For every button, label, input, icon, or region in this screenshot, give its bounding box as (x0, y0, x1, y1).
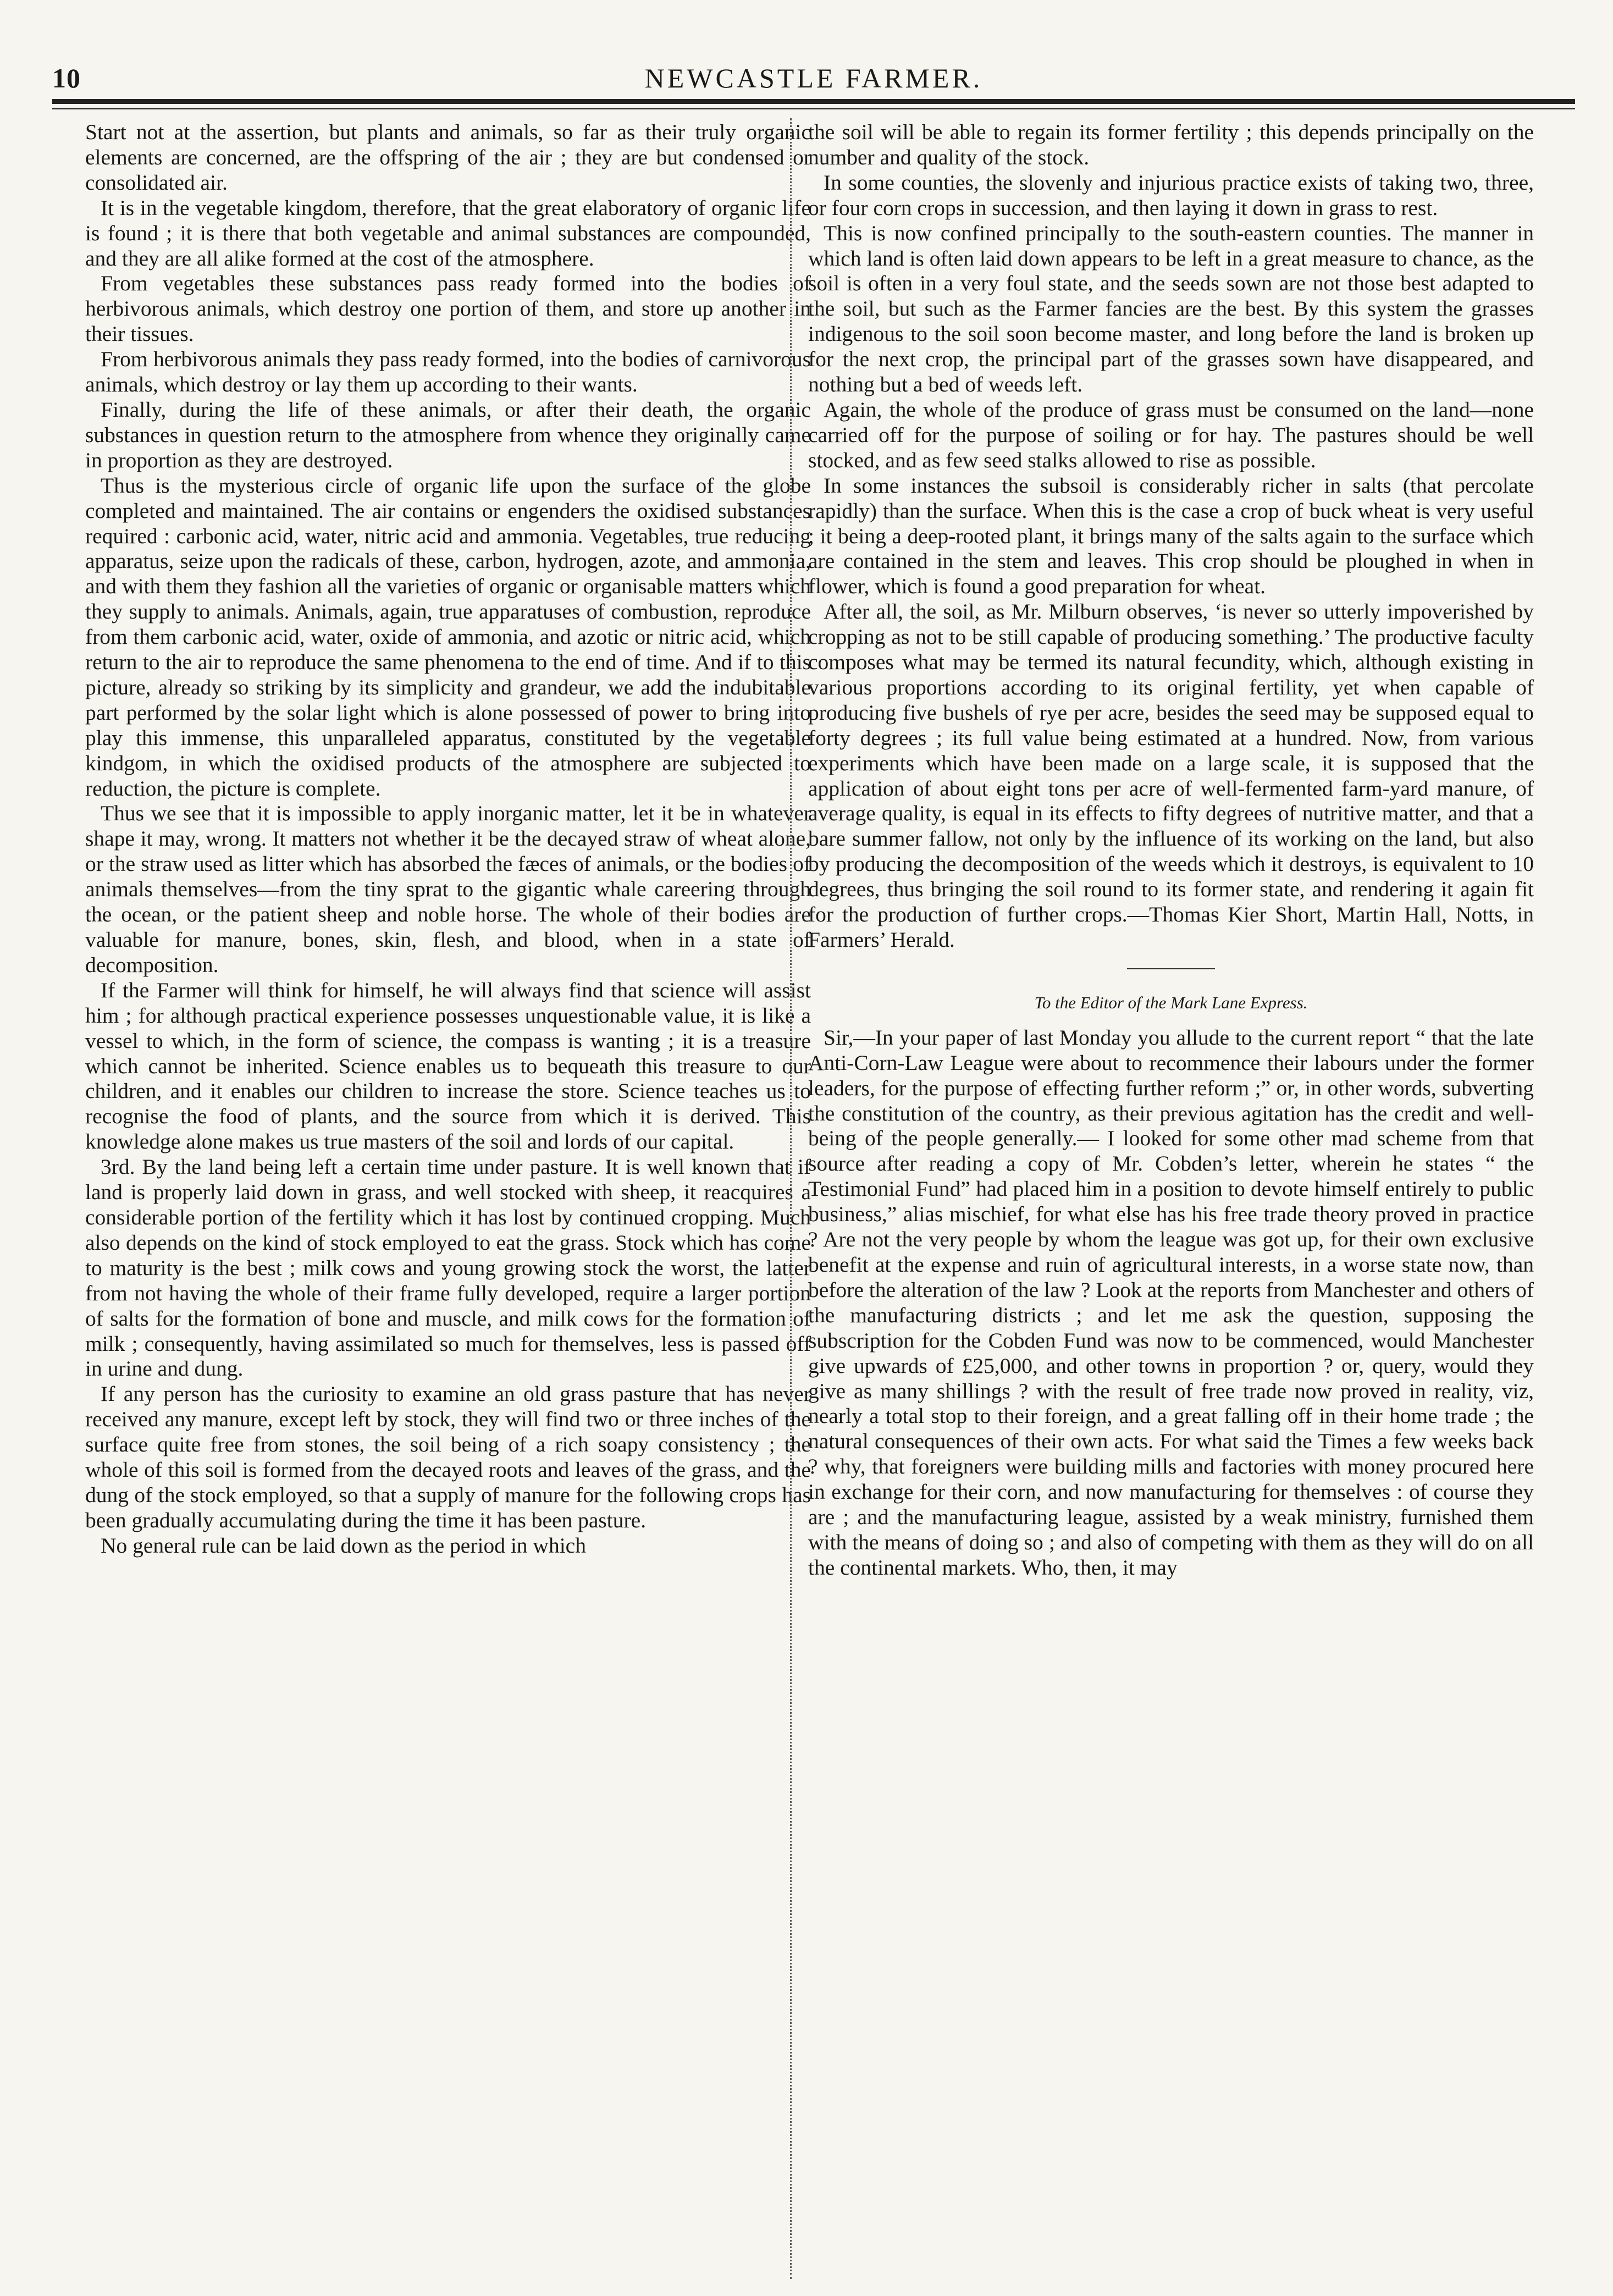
paragraph: From vegetables these substances pass ready formed into the bodies of herbivorous animals, which destroy one portion of them, and store up another in their tissues. (85, 271, 811, 346)
letter-paragraph: Sir,—In your paper of last Monday you allude to the current report “ that the late Anti-Corn-Law League were about to recommence their labours under the former leaders, for the purpose of effecting further reform ;” or, in other words, subverting the constitution of the country, as their previous agitation has the credit and well-being of the people generally.— I looked for some other mad scheme from that source after reading a copy of Mr. Cobden’s letter, wherein he states “ the Testimonial Fund” had placed him in a position to devote himself entirely to public business,” alias mischief, for what else has his free trade theory proved in practice ? Are not the very people by whom the league was got up, for their own exclusive benefit at the expense and ruin of agricultural interests, in a worse state now, than before the alteration of the law ? Look at the reports from Manchester and others of the manufacturing districts ; and let me ask the question, supposing the subscription for the Cobden Fund was now to be commenced, would Manchester give upwards of £25,000, and other towns in proportion ? or, query, would they give as many shillings ? with the result of free trade now proved in reality, viz, nearly a total stop to their foreign, and a great falling off in their home trade ; the natural consequences of their own acts. For what said the Times a few weeks back ? why, that foreigners were building mills and factories with money procured here in exchange for their corn, and now manufacturing for themselves : of course they are ; and the manufacturing league, assisted by a weak ministry, furnished them with the means of doing so ; and also of competing with them as they will do on all the continental markets. Who, then, it may (808, 1025, 1534, 1580)
paragraph: 3rd. By the land being left a certain time under pasture. It is well known that if land is properly laid down in grass, and well stocked with sheep, it reacquires a considerable portion of the fertility which it has lost by continued cropping. Much also depends on the kind of stock employed to eat the grass. Stock which has come to maturity is the best ; milk cows and young growing stock the worst, the latter from not having the whole of their frame fully developed, require a larger portion of salts for the formation of bone and muscle, and milk cows for the formation of milk ; consequently, having assimilated so much for themselves, less is passed off in urine and dung. (85, 1155, 811, 1381)
section-rule (1127, 968, 1215, 969)
paragraph: If any person has the curiosity to examine an old grass pasture that has never received any manure, except left by stock, they will find two or three inches of the surface quite free from stones, the soil being of a rich soapy consistency ; the whole of this soil is formed from the decayed roots and leaves of the grass, and the dung of the stock employed, so that a supply of manure for the following crops has been gradually accumulating during the time it has been pasture. (85, 1382, 811, 1532)
running-title: NEWCASTLE FARMER. (644, 63, 983, 93)
column-divider (790, 118, 792, 2279)
header-rule-thin (52, 108, 1575, 109)
paragraph: Start not at the assertion, but plants and animals, so far as their truly organic elements are concerned, are the offspring of the air ; they are but condensed or consolidated air. (85, 120, 811, 195)
paragraph: No general rule can be laid down as the period in which (101, 1533, 586, 1558)
paragraph: In some instances the subsoil is considerably richer in salts (that percolate rapidly) than the surface. When this is the case a crop of buck wheat is very useful ; it being a deep-rooted plant, it brings many of the salts again to the surface which are contained in the stem and leaves. This crop should be ploughed in when in flower, which is found a good preparation for wheat. (808, 473, 1534, 599)
page-header (52, 58, 1575, 96)
paragraph: Thus we see that it is impossible to apply inorganic matter, let it be in whatever shape it may, wrong. It matters not whether it be the decayed straw of wheat alone, or the straw used as litter which has absorbed the fæces of animals, or the bodies of animals themselves—from the tiny sprat to the gigantic whale careering through the ocean, or the patient sheep and noble horse. The whole of their bodies are valuable for manure, bones, skin, flesh, and blood, when in a state of decomposition. (85, 801, 811, 977)
paragraph: Finally, during the life of these animals, or after their death, the organic substances in question return to the atmosphere from whence they originally came in proportion as they are destroyed. (85, 397, 811, 472)
page-number: 10 (52, 63, 81, 93)
letter-heading: To the Editor of the Mark Lane Express. (1034, 992, 1308, 1012)
paragraph: In some counties, the slovenly and injurious practice exists of taking two, three, or four corn crops in succession, and then laying it down in grass to rest. (808, 170, 1534, 220)
paragraph: If the Farmer will think for himself, he will always find that science will assist him ; for although practical experience possesses unquestionable value, it is like a vessel to which, in the form of science, the compass is wanting ; it is a treasure which cannot be inherited. Science enables us to bequeath this treasure to our children, and it enables our children to increase the store. Science teaches us to recognise the food of plants, and the source from which it is derived. This knowledge alone makes us true masters of the soil and lords of our capital. (85, 978, 811, 1154)
paragraph: This is now confined principally to the south-eastern counties. The manner in which land is often laid down appears to be left in a great measure to chance, as the soil is often in a very foul state, and the seeds sown are not those best adapted to the soil, but such as the Farmer fancies are the best. By this system the grasses indigenous to the soil soon become master, and long before the land is broken up for the next crop, the principal part of the grasses sown have disappeared, and nothing but a bed of weeds left. (808, 220, 1534, 397)
header-rule-thick (52, 99, 1575, 104)
paragraph: From herbivorous animals they pass ready formed, into the bodies of carnivorous animals, which destroy or lay them up according to their wants. (85, 347, 811, 397)
paragraph: Thus is the mysterious circle of organic life upon the surface of the globe completed and maintained. The air contains or engenders the oxidised substances required : carbonic acid, water, nitric acid and ammonia. Vegetables, true reducing apparatus, seize upon the radicals of these, carbon, hydrogen, azote, and ammonia, and with them they fashion all the varieties of organic or organisable matters which they supply to animals. Animals, again, true apparatuses of combustion, reproduce from them carbonic acid, water, oxide of ammonia, and azotic or nitric acid, which return to the air to reproduce the same phenomena to the end of time. And if to this picture, already so striking by its simplicity and grandeur, we add the indubitable part performed by the solar light which is alone possessed of power to bring into play this immense, this unparalleled apparatus, constituted by the vegetable kindgom, in which the oxidised products of the atmosphere are subjected to reduction, the picture is complete. (85, 473, 811, 801)
paragraph: After all, the soil, as Mr. Milburn observes, ‘is never so utterly impoverished by cropping as not to be still capable of producing something.’ The productive faculty composes what may be termed its natural fecundity, which, although existing in various proportions according to its original fertility, yet when capable of producing five bushels of rye per acre, besides the seed may be supposed equal to forty degrees ; its full value being estimated at a hundred. Now, from various experiments which have been made on a large scale, it is supposed that the application of about eight tons per acre of well-fermented farm-yard manure, of average quality, is equal in its effects to fifty degrees of nutritive matter, and that a bare summer fallow, not only by the influence of its working on the land, but also by producing the decomposition of the weeds which it destroys, is equivalent to 10 degrees, thus bringing the soil round to its former state, and rendering it again fit for the production of further crops.—Thomas Kier Short, Martin Hall, Notts, in Farmers’ Herald. (808, 599, 1534, 952)
paragraph: It is in the vegetable kingdom, therefore, that the great elaboratory of organic life is found ; it is there that both vegetable and animal substances are compounded, and they are all alike formed at the cost of the atmosphere. (85, 195, 811, 271)
right-column (808, 120, 1534, 1581)
left-column (85, 120, 811, 1559)
paragraph: Again, the whole of the produce of grass must be consumed on the land—none carried off for the purpose of soiling or for hay. The pastures should be well stocked, and as few seed stalks allowed to rise as possible. (808, 397, 1534, 472)
paragraph: the soil will be able to regain its former fertility ; this depends principally on the number and quality of the stock. (808, 120, 1534, 169)
